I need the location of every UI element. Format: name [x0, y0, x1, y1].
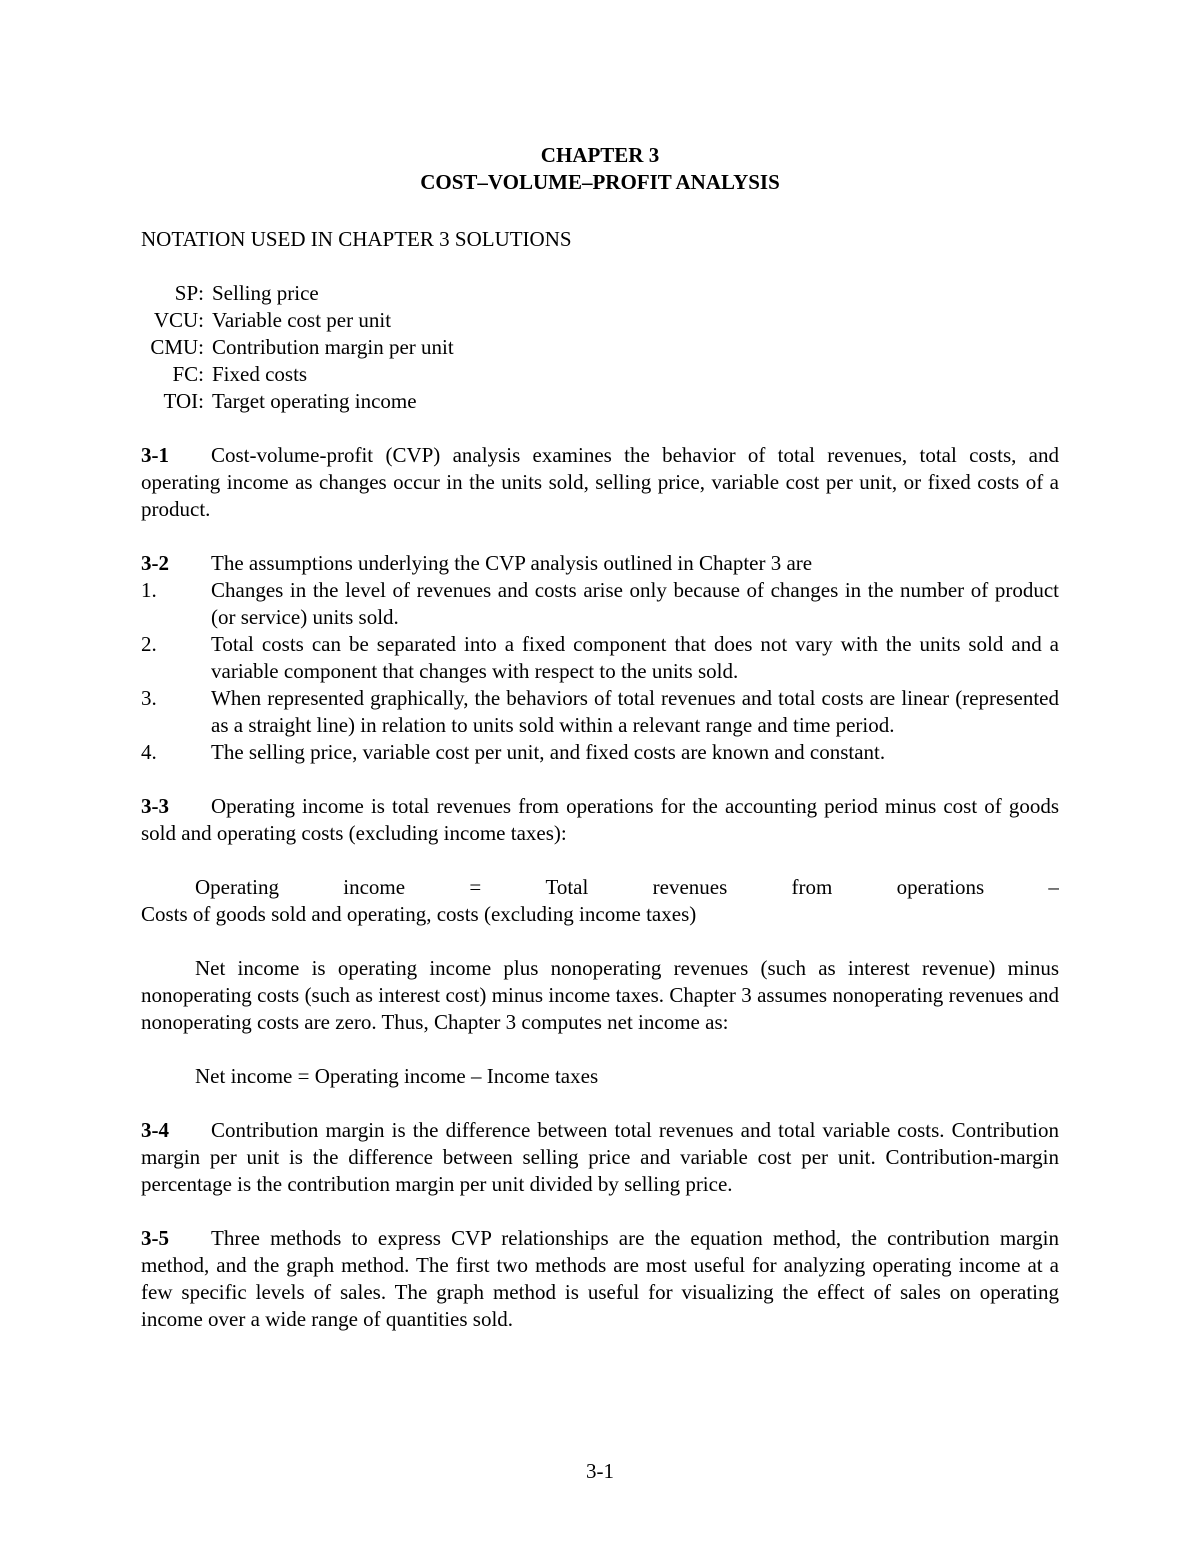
notation-key: FC: — [172, 362, 204, 386]
notation-value: Target operating income — [212, 389, 417, 413]
operating-income-equation — [141, 874, 1059, 928]
question-number: 3-4 — [141, 1118, 169, 1142]
list-number: 3. — [141, 686, 157, 710]
assumption-list — [141, 577, 1059, 766]
notation-key: CMU: — [150, 335, 204, 359]
equation-word: from — [791, 875, 833, 899]
notation-list — [141, 280, 1059, 415]
list-item — [141, 631, 1059, 685]
equation-word: – — [1048, 875, 1059, 899]
notation-heading: NOTATION USED IN CHAPTER 3 SOLUTIONS — [141, 227, 572, 251]
net-income-equation: Net income = Operating income – Income taxes — [195, 1064, 599, 1088]
net-income-paragraph: Net income is operating income plus nonoperating revenues (such as interest revenue) minus nonoperating costs (such as interest cost) minus income taxes. Chapter 3 assumes nonoperating revenues and nonoperating costs are zero. Thus, Chapter 3 computes net income as: — [141, 956, 1059, 1034]
question-number: 3-1 — [141, 443, 169, 467]
notation-item — [141, 388, 1059, 415]
question-3-3 — [141, 793, 1059, 847]
chapter-title: COST–VOLUME–PROFIT ANALYSIS — [420, 170, 780, 194]
equation-word: = — [469, 875, 482, 899]
question-text: Three methods to express CVP relationships are the equation method, the contribution margin method, and the graph method. The first two methods are most useful for analyzing operating income at a few specific levels of sales. The graph method is useful for visualizing the effect of sales on operating income over a wide range of quantities sold. — [141, 1226, 1059, 1331]
question-number: 3-5 — [141, 1226, 169, 1250]
page-number: 3-1 — [586, 1459, 614, 1483]
equation-word: Total — [545, 875, 589, 899]
question-number: 3-2 — [141, 551, 169, 575]
notation-value: Selling price — [212, 281, 319, 305]
list-text: When represented graphically, the behaviors of total revenues and total costs are linear (represented as a straight line) in relation to units sold within a relevant range and time period. — [211, 686, 1059, 737]
question-text: Operating income is total revenues from operations for the accounting period minus cost of goods sold and operating costs (excluding income taxes): — [141, 794, 1059, 845]
equation-word: revenues — [652, 875, 728, 899]
question-3-1 — [141, 442, 1059, 523]
list-text: Changes in the level of revenues and costs arise only because of changes in the number of product (or service) units sold. — [211, 578, 1059, 629]
list-text: Total costs can be separated into a fixed component that does not vary with the units sold and a variable component that changes with respect to the units sold. — [211, 632, 1059, 683]
list-item — [141, 739, 1059, 766]
document-page — [141, 142, 1059, 1333]
notation-item — [141, 361, 1059, 388]
notation-key: VCU: — [153, 308, 204, 332]
notation-key: TOI: — [163, 389, 204, 413]
list-number: 4. — [141, 740, 157, 764]
notation-key: SP: — [174, 281, 204, 305]
question-text: Cost-volume-profit (CVP) analysis examines the behavior of total revenues, total costs, and operating income as changes occur in the units sold, selling price, variable cost per unit, or fixed costs of a product. — [141, 443, 1059, 521]
notation-value: Contribution margin per unit — [212, 335, 454, 359]
list-item — [141, 685, 1059, 739]
notation-item — [141, 334, 1059, 361]
question-3-2 — [141, 550, 1059, 766]
notation-value: Fixed costs — [212, 362, 308, 386]
question-number: 3-3 — [141, 794, 169, 818]
list-text: The selling price, variable cost per unit, and fixed costs are known and constant. — [211, 740, 886, 764]
equation-line-2: Costs of goods sold and operating, costs (excluding income taxes) — [141, 902, 697, 926]
equation-word: operations — [896, 875, 985, 899]
notation-item — [141, 307, 1059, 334]
notation-value: Variable cost per unit — [212, 308, 392, 332]
list-number: 2. — [141, 632, 157, 656]
question-3-4 — [141, 1117, 1059, 1198]
equation-line-1 — [141, 874, 1059, 901]
chapter-number: CHAPTER 3 — [540, 143, 660, 167]
question-text: The assumptions underlying the CVP analysis outlined in Chapter 3 are — [211, 551, 813, 575]
question-3-5 — [141, 1225, 1059, 1333]
question-text: Contribution margin is the difference between total revenues and total variable costs. Contribution margin per unit is the difference between selling price and variable cost per unit. Contribution-margin percentage is the contribution margin per unit divided by selling price. — [141, 1118, 1059, 1196]
notation-item — [141, 280, 1059, 307]
list-number: 1. — [141, 578, 157, 602]
list-item — [141, 577, 1059, 631]
equation-word: income — [343, 875, 406, 899]
equation-word: Operating — [195, 875, 279, 899]
